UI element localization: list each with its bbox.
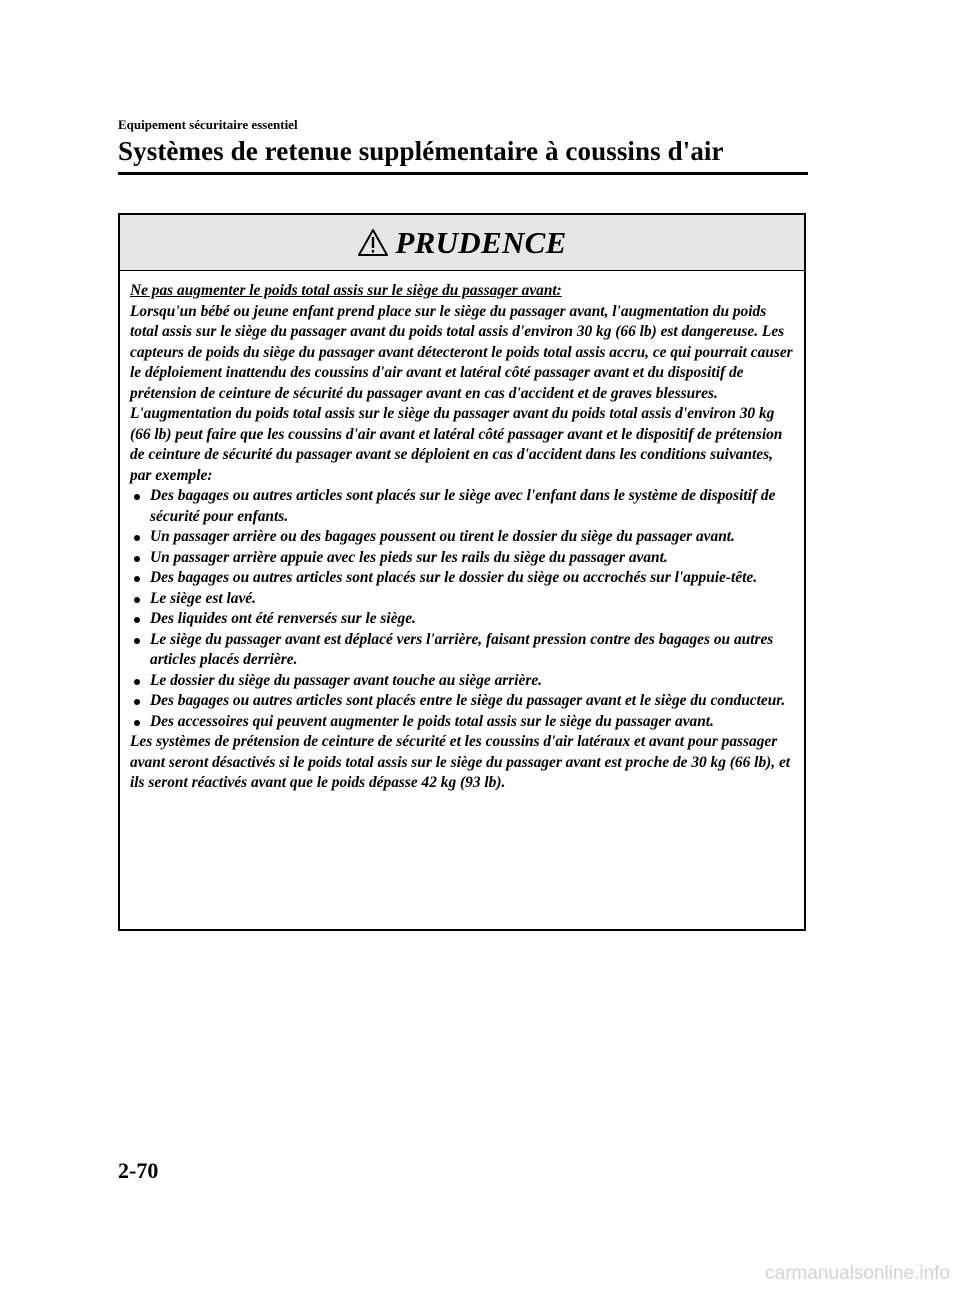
condition-list	[130, 486, 796, 732]
caution-title: PRUDENCE	[395, 224, 567, 260]
watermark: carmanualsonline.info	[765, 1263, 950, 1284]
caution-intro: Lorsqu'un bébé ou jeune enfant prend place sur le siège du passager avant, l'augmentation du poids total assis sur le siège du passager avant du poids total assis d'environ 30 kg (66 lb) est dangereuse. Les capteurs de poids du siège du passager avant détecteront le poids total assis accru, ce qui pourrait causer le déploiement inattendu des coussins d'air avant et latéral côté passager avant et du dispositif de prétension de ceinture de sécurité du passager avant en cas d'accident et de graves blessures. L'augmentation du poids total assis sur le siège du passager avant du poids total assis d'environ 30 kg (66 lb) peut faire que les coussins d'air avant et latéral côté passager avant et le dispositif de prétension de ceinture de sécurité du passager avant se déploient en cas d'accident dans les conditions suivantes, par exemple:	[130, 302, 793, 484]
caution-body	[120, 271, 804, 794]
list-item: Des liquides ont été renversés sur le siège.	[130, 609, 796, 630]
list-item: Un passager arrière ou des bagages poussent ou tirent le dossier du siège du passager avant.	[130, 527, 796, 548]
list-item: Le siège est lavé.	[130, 589, 796, 610]
list-item: Le siège du passager avant est déplacé vers l'arrière, faisant pression contre des bagages ou autres articles placés derrière.	[130, 630, 796, 671]
list-item: Des bagages ou autres articles sont placés entre le siège du passager avant et le siège du conducteur.	[130, 691, 796, 712]
caution-lead: Ne pas augmenter le poids total assis sur le siège du passager avant:	[130, 282, 562, 299]
caution-closing: Les systèmes de prétension de ceinture de sécurité et les coussins d'air latéraux et avant pour passager avant seront désactivés si le poids total assis sur le siège du passager avant est proche de 30 kg (66 lb), et ils seront réactivés avant que le poids dépasse 42 kg (93 lb).	[130, 733, 791, 791]
section-label: Equipement sécuritaire essentiel	[118, 117, 298, 132]
page-number: 2-70	[118, 1158, 159, 1183]
list-item: Des bagages ou autres articles sont placés sur le dossier du siège ou accrochés sur l'appuie-tête.	[130, 568, 796, 589]
list-item: Des bagages ou autres articles sont placés sur le siège avec l'enfant dans le système de dispositif de sécurité pour enfants.	[130, 486, 796, 527]
list-item: Le dossier du siège du passager avant touche au siège arrière.	[130, 671, 796, 692]
caution-header	[120, 215, 804, 271]
caution-box	[118, 213, 806, 931]
list-item: Des accessoires qui peuvent augmenter le poids total assis sur le siège du passager avant.	[130, 712, 796, 733]
warning-triangle-icon	[357, 228, 389, 258]
list-item: Un passager arrière appuie avec les pieds sur les rails du siège du passager avant.	[130, 548, 796, 569]
heading-divider	[118, 172, 808, 175]
page-title: Systèmes de retenue supplémentaire à coussins d'air	[118, 136, 724, 166]
